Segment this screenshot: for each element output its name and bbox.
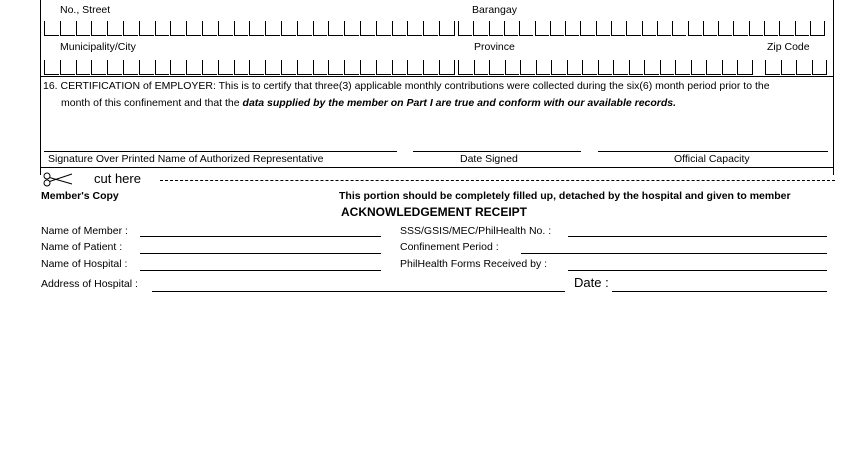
certification-plain-text: month of this confinement and that the: [61, 97, 243, 109]
comb-cell: [718, 21, 732, 36]
comb-cell: [344, 60, 359, 75]
certification-line-1: 16. CERTIFICATION of EMPLOYER: This is to certify that three(3) applicable monthly contributions were collected during the six(6) month period prior to the: [43, 80, 770, 92]
confinement-period-label: Confinement Period :: [400, 241, 499, 253]
comb-cell: [60, 60, 75, 75]
name-of-patient-label: Name of Patient :: [41, 241, 123, 253]
comb-cell: [139, 60, 154, 75]
comb-cell: [265, 60, 280, 75]
comb-cell: [139, 21, 154, 36]
comb-cell: [598, 60, 613, 75]
comb-cell: [249, 21, 264, 36]
comb-cell: [281, 60, 296, 75]
comb-cell: [218, 21, 233, 36]
comb-cell: [764, 21, 778, 36]
comb-cell: [779, 21, 793, 36]
signature-line[interactable]: [44, 151, 397, 152]
comb-cell: [123, 21, 138, 36]
comb-cell: [596, 21, 610, 36]
comb-cell: [91, 60, 106, 75]
comb-cell: [91, 21, 106, 36]
no-street-input[interactable]: [44, 21, 454, 35]
comb-cell: [328, 21, 343, 36]
comb-cell: [44, 21, 59, 36]
address-of-hospital-line[interactable]: [152, 291, 565, 292]
comb-cell: [810, 21, 825, 36]
comb-cell: [439, 60, 455, 75]
comb-cell: [458, 21, 472, 36]
forms-received-label: PhilHealth Forms Received by :: [400, 258, 548, 270]
comb-cell: [765, 60, 780, 75]
comb-cell: [407, 21, 422, 36]
comb-cell: [672, 21, 686, 36]
comb-cell: [265, 21, 280, 36]
date-label: Date :: [574, 275, 609, 290]
comb-cell: [423, 21, 438, 36]
comb-cell: [392, 21, 407, 36]
comb-cell: [660, 60, 675, 75]
comb-cell: [733, 21, 747, 36]
comb-cell: [123, 60, 138, 75]
comb-cell: [706, 60, 721, 75]
forms-received-line[interactable]: [568, 270, 827, 271]
comb-cell: [297, 21, 312, 36]
comb-cell: [642, 21, 656, 36]
comb-cell: [536, 60, 551, 75]
name-of-hospital-line[interactable]: [140, 270, 381, 271]
comb-cell: [76, 60, 91, 75]
comb-cell: [186, 21, 201, 36]
comb-cell: [795, 21, 809, 36]
municipality-label: Municipality/City: [60, 41, 136, 53]
comb-cell: [580, 21, 594, 36]
comb-cell: [629, 60, 644, 75]
receipt-instruction: This portion should be completely filled up, detached by the hospital and given to member: [339, 190, 791, 202]
comb-cell: [781, 60, 796, 75]
comb-cell: [407, 60, 422, 75]
comb-cell: [675, 60, 690, 75]
scissors-icon: [42, 171, 76, 187]
comb-cell: [360, 21, 375, 36]
comb-cell: [688, 21, 702, 36]
comb-cell: [613, 60, 628, 75]
barangay-label: Barangay: [472, 4, 517, 16]
cut-dash-line: [160, 180, 835, 181]
official-capacity-line[interactable]: [598, 151, 828, 152]
comb-cell: [107, 60, 122, 75]
comb-cell: [234, 60, 249, 75]
comb-cell: [155, 60, 170, 75]
comb-cell: [170, 21, 185, 36]
zip-code-label: Zip Code: [767, 41, 810, 53]
province-label: Province: [474, 41, 515, 53]
comb-cell: [737, 60, 753, 75]
comb-cell: [281, 21, 296, 36]
comb-cell: [519, 21, 533, 36]
comb-cell: [186, 60, 201, 75]
comb-cell: [202, 21, 217, 36]
comb-cell: [550, 21, 564, 36]
section-divider: [40, 76, 834, 77]
comb-cell: [489, 60, 504, 75]
form-left-border: [40, 0, 41, 175]
certification-line-2: [61, 97, 676, 109]
comb-cell: [582, 60, 597, 75]
comb-cell: [505, 60, 520, 75]
comb-cell: [644, 60, 659, 75]
comb-cell: [749, 21, 763, 36]
comb-cell: [489, 21, 503, 36]
comb-cell: [376, 21, 391, 36]
barangay-input[interactable]: [458, 21, 826, 35]
comb-cell: [691, 60, 706, 75]
comb-cell: [313, 21, 328, 36]
comb-cell: [328, 60, 343, 75]
comb-cell: [796, 60, 811, 75]
form-bottom-border: [40, 167, 834, 168]
comb-cell: [297, 60, 312, 75]
comb-cell: [155, 21, 170, 36]
comb-cell: [473, 21, 487, 36]
comb-cell: [360, 60, 375, 75]
sss-no-line[interactable]: [568, 236, 827, 237]
comb-cell: [392, 60, 407, 75]
cut-here-label: cut here: [94, 171, 141, 186]
comb-cell: [474, 60, 489, 75]
comb-cell: [722, 60, 737, 75]
name-of-patient-line[interactable]: [140, 253, 381, 254]
comb-cell: [60, 21, 75, 36]
municipality-input[interactable]: [44, 60, 454, 74]
members-copy-label: Member's Copy: [41, 190, 119, 202]
comb-cell: [202, 60, 217, 75]
comb-cell: [234, 21, 249, 36]
form-right-border: [833, 0, 834, 175]
comb-cell: [249, 60, 264, 75]
signature-label: Signature Over Printed Name of Authorized Representative: [48, 153, 324, 165]
comb-cell: [344, 21, 359, 36]
comb-cell: [107, 21, 122, 36]
comb-cell: [76, 21, 91, 36]
address-of-hospital-label: Address of Hospital :: [41, 278, 138, 290]
date-signed-line[interactable]: [413, 151, 581, 152]
date-line[interactable]: [612, 291, 827, 292]
comb-cell: [458, 60, 473, 75]
receipt-title: ACKNOWLEDGEMENT RECEIPT: [341, 205, 527, 219]
comb-cell: [611, 21, 625, 36]
comb-cell: [567, 60, 582, 75]
comb-cell: [439, 21, 455, 36]
comb-cell: [565, 21, 579, 36]
comb-cell: [657, 21, 671, 36]
name-of-member-label: Name of Member :: [41, 225, 128, 237]
comb-cell: [218, 60, 233, 75]
date-signed-label: Date Signed: [460, 153, 518, 165]
comb-cell: [376, 60, 391, 75]
comb-cell: [551, 60, 566, 75]
comb-cell: [703, 21, 717, 36]
comb-cell: [313, 60, 328, 75]
comb-cell: [44, 60, 59, 75]
zip-code-input[interactable]: [765, 60, 827, 74]
no-street-label: No., Street: [60, 4, 111, 16]
official-capacity-label: Official Capacity: [674, 153, 750, 165]
comb-cell: [626, 21, 640, 36]
comb-cell: [812, 60, 828, 75]
comb-cell: [535, 21, 549, 36]
sss-no-label: SSS/GSIS/MEC/PhilHealth No. :: [400, 225, 552, 237]
comb-cell: [170, 60, 185, 75]
comb-cell: [504, 21, 518, 36]
certification-bold-text: data supplied by the member on Part I are true and conform with our available records.: [242, 97, 677, 109]
name-of-member-line[interactable]: [140, 236, 381, 237]
name-of-hospital-label: Name of Hospital :: [41, 258, 128, 270]
comb-cell: [520, 60, 535, 75]
province-input[interactable]: [458, 60, 753, 74]
comb-cell: [423, 60, 438, 75]
confinement-period-line[interactable]: [521, 253, 827, 254]
